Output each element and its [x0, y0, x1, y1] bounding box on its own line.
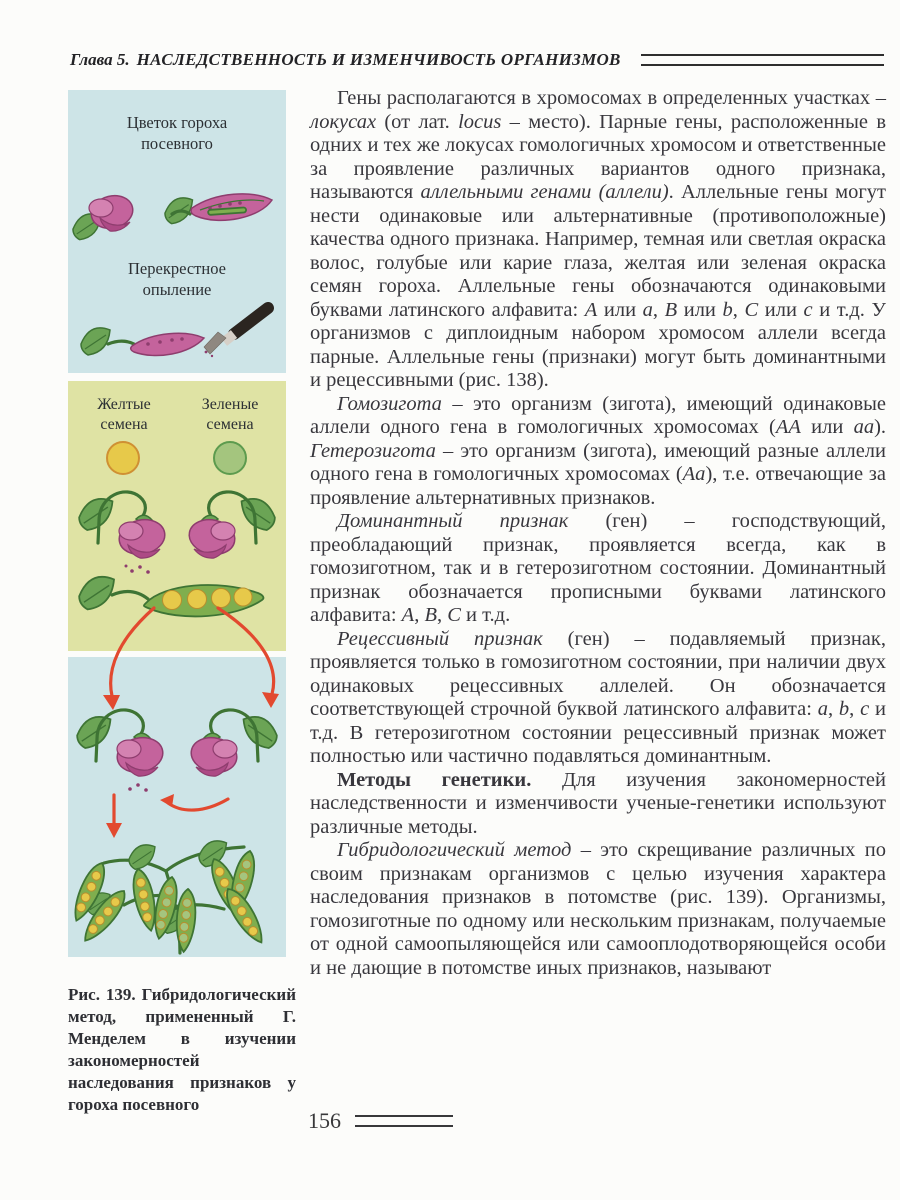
chapter-header — [70, 50, 884, 70]
body-text — [310, 87, 886, 980]
paragraph: Методы генетики. Для изучения закономерностей наследственности и изменчивости ученые-генетики используют различные методы. — [310, 768, 886, 838]
cross-pollination-arrow-icon — [160, 794, 228, 810]
flower-panel-title: Цветок гороха посевного — [126, 113, 228, 153]
pea-plant-drawing — [68, 841, 269, 953]
yellow-seeds-label: Желтые семена — [97, 396, 151, 433]
paragraphs — [310, 87, 886, 980]
paragraph: Гомозигота – это организм (зигота), имеющий одинаковые аллели одного гена в гомологичных хромосомах (AA или aa). Гетерозигота – это организм (зигота), имеющий разные аллели одного гена в гомологичных хромосомах (Aa), т.е. отвечающие за проявление альтернативных признаков. — [310, 392, 887, 509]
pea-flower-drawing — [68, 168, 286, 260]
brush-icon — [204, 308, 268, 357]
yellow-seed-icon — [107, 442, 139, 474]
chapter-label: Глава 5. — [70, 50, 130, 69]
pea-pod-drawing — [79, 577, 263, 617]
paragraph: Рецессивный признак (ген) – подавляемый признак, проявляется только в гомозиготном состоянии, при наличии двух одинаковых рецессивных аллелей. Он обозначается соответствующей строчной буквой латинского алфавита: a, b, c и т.д. В гетерозиготном состоянии рецессивный признак может полностью или частично подавляться доминантным. — [310, 627, 886, 767]
offspring-plant-drawing — [68, 657, 286, 957]
green-seeds-label: Зеленые семена — [201, 396, 259, 433]
figure-panel-seeds — [68, 381, 286, 651]
paragraph: Доминантный признак (ген) – господствующий, преобладающий признак, проявляется всегда, как в гомозиготном, так и в гетерозиготном состоянии. Доминантный признак обозначается прописными буквами латинского алфавита: A, B, C и т.д. — [310, 510, 886, 626]
chapter-title: НАСЛЕДСТВЕННОСТЬ И ИЗМЕНЧИВОСТЬ ОРГАНИЗМОВ — [136, 50, 621, 69]
green-seed-icon — [214, 442, 246, 474]
paragraph: Гибридологический метод – это скрещивание различных по своим признакам организмов с целью изучения характера наследования признаков в потомстве (рис. 139). Организмы, гомозиготные по одному или нескольким признакам, получаемые от одной самоопыляющейся или самооплодотворяющейся особи и не дающие в потомстве иных признаков, называют — [310, 839, 886, 979]
page-footer — [308, 1108, 453, 1134]
page-number-rule — [355, 1115, 453, 1127]
figure-139 — [68, 90, 286, 957]
figure-panel-cross — [68, 657, 286, 957]
pollination-brush-drawing — [68, 302, 286, 372]
dissected-flower-drawing — [165, 194, 272, 224]
page-number: 156 — [308, 1108, 341, 1133]
down-arrow-icon — [106, 795, 122, 838]
figure-panel-flower — [68, 90, 286, 373]
paragraph: Гены располагаются в хромосомах в определенных участках – локусах (от лат. locus – место). Парные гены, расположенные в одних и тех же локусах гомологичных хромосом и ответственные за проявление различных вариантов одного признака, называются аллельными генами (аллели). Аллельные гены могут нести одинаковые или альтернативные (противоположные) качества одного признака. Например, темная или светлая окраска волос, голубые или карие глаза, желтая или зеленая окраска семян гороха. Аллельные гены обозначаются одинаковыми буквами латинского алфавита: A или a, B или b, C или c и т.д. У организмов с диплоидным набором хромосом аллели всегда парные. Аллельные гены (признаки) могут быть доминантными и рецессивными (рис. 138). — [310, 87, 887, 391]
figure-caption: Рис. 139. Гибридологический метод, примененный Г. Менделем в изучении закономерностей наследования признаков у гороха посевного — [68, 985, 296, 1114]
pollination-panel-title: Перекрестное опыление — [128, 259, 226, 299]
header-rule — [641, 54, 884, 66]
